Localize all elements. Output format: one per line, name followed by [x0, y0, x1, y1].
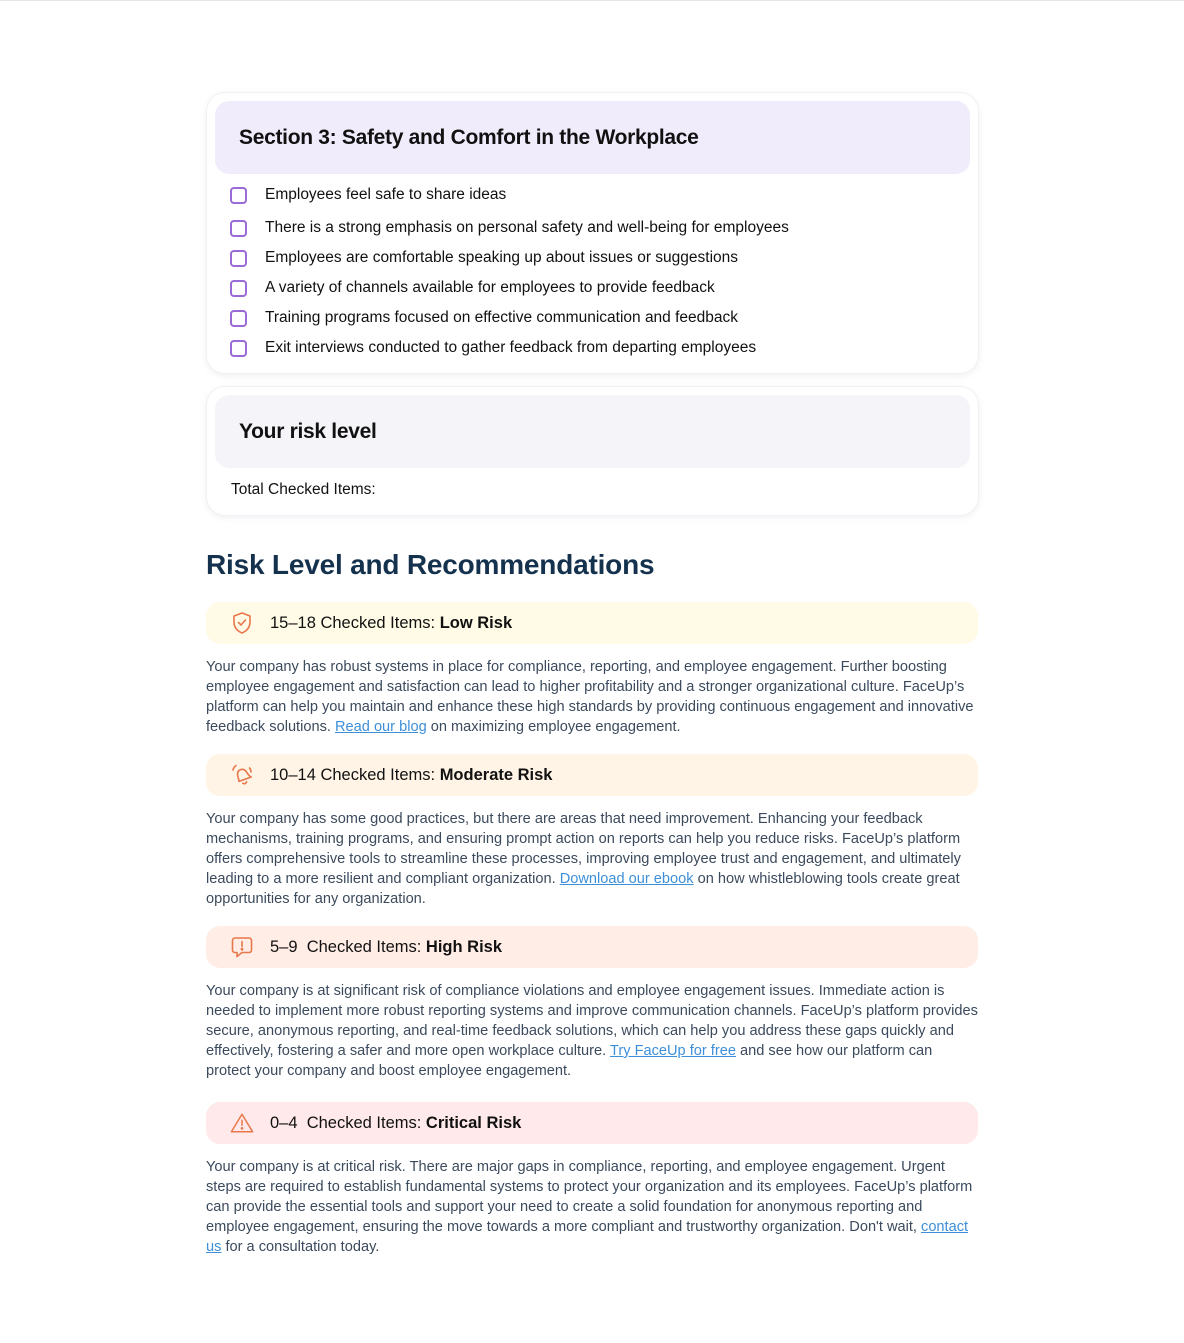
- risk-text: and see how our platform can protect your company and boost employee engagement.: [206, 1043, 933, 1079]
- risk-text: Your company has robust systems in place for compliance, reporting, and employee engagement. Further boosting employee engagement and satisfaction can lead to higher profitability and a stronger organizational culture. FaceUp’s platform can help you maintain and enhance these high standards by providing continuous engagement and innovative feedback solutions.: [206, 659, 974, 735]
- risk-text: for a consultation today.: [221, 1239, 380, 1255]
- section-3-card: [207, 93, 978, 373]
- try-faceup-link[interactable]: Try FaceUp for free: [609, 1043, 736, 1059]
- checkbox[interactable]: [230, 250, 247, 267]
- message-alert-icon: [230, 935, 254, 959]
- risk-range: 15–18 Checked Items:: [270, 613, 440, 632]
- risk-range: 5–9 Checked Items:: [270, 937, 426, 956]
- checklist-item-label: Employees feel safe to share ideas: [265, 186, 507, 203]
- checkbox[interactable]: [230, 220, 247, 237]
- risk-level-name: High Risk: [425, 937, 503, 956]
- risk-band-label: [270, 938, 502, 957]
- recommendations-title: Risk Level and Recommendations: [206, 549, 655, 580]
- risk-description-high: [206, 981, 978, 1081]
- risk-band-label: [270, 1114, 521, 1133]
- risk-text: Your company is at significant risk of compliance violations and employee engagement issues. Immediate action is needed to implement more robust reporting systems and improve communication channels. FaceUp’s platform provides secure, anonymous reporting, and real-time feedback solutions, which can help you address these gaps quickly and effectively, fostering a safer and more open workplace culture.: [206, 983, 978, 1059]
- checklist-item-label: A variety of channels available for employees to provide feedback: [265, 279, 715, 296]
- risk-range: 0–4 Checked Items:: [270, 1113, 426, 1132]
- risk-band-label: [270, 614, 512, 633]
- risk-description-moderate: [206, 809, 978, 909]
- risk-band-critical: [206, 1102, 978, 1144]
- risk-level-name: Critical Risk: [425, 1113, 522, 1132]
- checkbox[interactable]: [230, 310, 247, 327]
- risk-text: Your company is at critical risk. There are major gaps in compliance, reporting, and employee engagement. Urgent steps are required to establish fundamental systems to protect your organization and its employees. FaceUp’s platform can provide the essential tools and support your need to create a solid foundation for anonymous reporting and employee engagement, ensuring the move towards a more compliant and trustworthy organization. Don't wait,: [206, 1159, 973, 1235]
- shield-check-icon: [230, 611, 254, 635]
- checklist-item[interactable]: [230, 338, 756, 358]
- checkbox[interactable]: [230, 340, 247, 357]
- warning-triangle-icon: [230, 1111, 254, 1135]
- risk-level-card: [207, 387, 978, 515]
- checkbox[interactable]: [230, 280, 247, 297]
- risk-level-name: Moderate Risk: [439, 765, 553, 784]
- checklist-item[interactable]: [230, 218, 789, 238]
- top-divider: [0, 0, 1184, 1]
- checklist-item[interactable]: [230, 308, 738, 328]
- checklist-item-label: There is a strong emphasis on personal safety and well-being for employees: [265, 219, 789, 236]
- risk-level-title: Your risk level: [239, 419, 377, 443]
- risk-band-high: [206, 926, 978, 968]
- risk-text: on maximizing employee engagement.: [426, 719, 681, 735]
- checkbox[interactable]: [230, 187, 247, 204]
- bell-ringing-icon: [230, 763, 254, 787]
- download-ebook-link[interactable]: Download our ebook: [559, 871, 694, 887]
- total-checked-label: Total Checked Items:: [231, 481, 376, 498]
- risk-text: on how whistleblowing tools create great opportunities for any organization.: [206, 871, 960, 907]
- risk-description-critical: [206, 1157, 978, 1257]
- checklist-item[interactable]: [230, 278, 715, 298]
- contact-us-link[interactable]: contact us: [206, 1219, 969, 1255]
- checklist-item[interactable]: [230, 185, 506, 205]
- risk-band-low: [206, 602, 978, 644]
- risk-band-moderate: [206, 754, 978, 796]
- checklist-item-label: Training programs focused on effective communication and feedback: [265, 309, 739, 326]
- checklist-item-label: Employees are comfortable speaking up about issues or suggestions: [265, 249, 739, 266]
- risk-level-name: Low Risk: [439, 613, 513, 632]
- checklist-item-label: Exit interviews conducted to gather feedback from departing employees: [265, 339, 757, 356]
- section-3-title: Section 3: Safety and Comfort in the Workplace: [239, 125, 699, 149]
- risk-band-label: [270, 766, 552, 785]
- risk-level-header: [215, 395, 970, 468]
- risk-description-low: [206, 657, 978, 737]
- read-blog-link[interactable]: Read our blog: [335, 719, 427, 735]
- risk-range: 10–14 Checked Items:: [270, 765, 440, 784]
- checklist-item[interactable]: [230, 248, 738, 268]
- risk-text: Your company has some good practices, but there are areas that need improvement. Enhancing your feedback mechanisms, training programs, and ensuring prompt action on reports can help you reduce risks. FaceUp’s platform offers comprehensive tools to streamline these processes, improving employee trust and engagement, and ultimately leading to a more resilient and compliant organization.: [206, 811, 961, 887]
- section-3-header: [215, 101, 970, 174]
